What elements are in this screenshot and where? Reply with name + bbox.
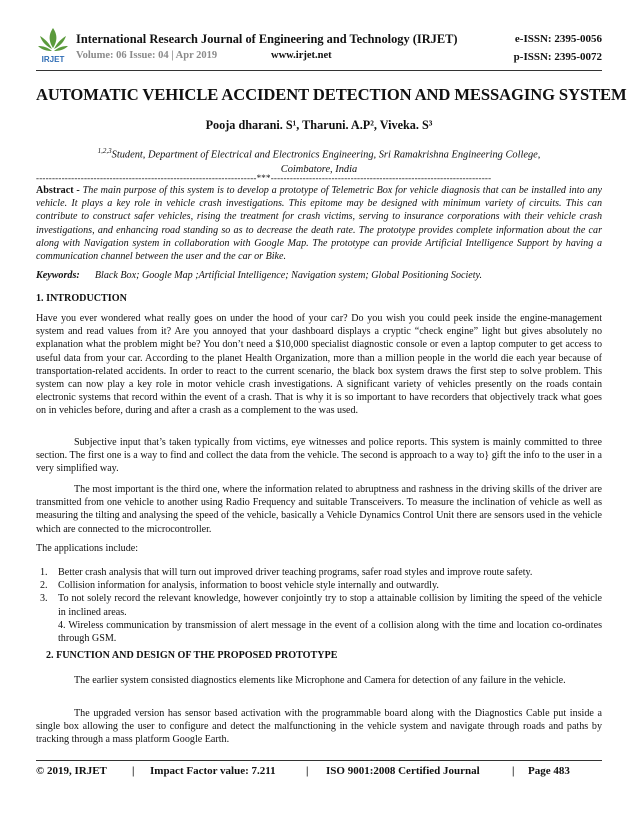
p-issn: p-ISSN: 2395-0072	[513, 51, 602, 63]
footer-separator: |	[512, 765, 515, 777]
intro-paragraph-4: The applications include:	[36, 543, 139, 554]
footer-divider	[36, 760, 602, 761]
footer-iso: ISO 9001:2008 Certified Journal	[326, 765, 480, 777]
paper-authors: Pooja dharani. S¹, Tharuni. A.P², Viveka. S³	[205, 118, 433, 132]
journal-title: International Research Journal of Engineering and Technology (IRJET)	[76, 32, 458, 46]
keywords-text: Black Box; Google Map ;Artificial Intelligence; Navigation system; Global Positioning Society.	[94, 270, 483, 281]
footer-separator: |	[132, 765, 135, 777]
keywords-label: Keywords:	[36, 270, 80, 281]
intro-paragraph-3: The most important is the third one, where the information related to abruptness and rashness in the driving skills of the driver are transmitted from one vehicle to another using Radio Frequency and suitable Transceivers. To measure the inclination of vehicle as well as measuring the tilting and analysing the speed of the vehicle, basically a Vehicle Dynamics Control Unit there are sensors used in the vehicle which are connected to the microcontroller.	[36, 484, 602, 535]
header-divider	[36, 70, 602, 71]
list-item-number: 2.	[40, 580, 48, 592]
logo-text: IRJET	[41, 55, 65, 64]
journal-url[interactable]: www.irjet.net	[271, 50, 332, 61]
applications-list	[36, 566, 602, 645]
affiliation-sup: 1,2,3	[97, 147, 112, 155]
intro-paragraph-1: Have you ever wondered what really goes on under the hood of your car? Do you wish you could peek inside the engine-management system and read values from it? Are you annoyed that your dashboard displays a cryptic “check engine” light but gives absolutely no explanation what the problem might be? You don’t need a $10,000 specialist diagnostic console or even a laptop computer to get access to useful data from your car. According to the planet Health Organization, more than a million people in the world die each year because of transportation-related accidents. In order to react to the current scenario, the black box system draws the first step to solve problem. This system can now play a key role in motor vehicle crash investigations. A significant variety of vehicles presently on the roads contain electronic systems that record within the event of a crash. That is why it is so important to have recorders that objectively track what goes on in vehicles before, during and after a crash as a complement to the was used.	[36, 313, 602, 417]
section-heading-function-design: 2. FUNCTION AND DESIGN OF THE PROPOSED PROTOTYPE	[46, 650, 338, 661]
footer-impact-factor: Impact Factor value: 7.211	[150, 765, 276, 777]
list-item	[36, 566, 602, 579]
e-issn: e-ISSN: 2395-0056	[514, 33, 602, 45]
list-item	[36, 579, 602, 592]
intro-paragraph-2: Subjective input that’s taken typically from victims, eye witnesses and police reports. This system is mainly committed to three section. The first one is a way to find and collect the data from the vehicle. The second is approach to a way to} gift the info to the user in a very simplified way.	[36, 437, 602, 475]
paper-title: AUTOMATIC VEHICLE ACCIDENT DETECTION AND MESSAGING SYSTEM	[36, 85, 627, 104]
separator-line: ---------------------------------------------------------------------***---------------------------------------------------------------------	[36, 173, 492, 183]
list-item-text: Better crash analysis that will turn out improved driver teaching programs, safer road styles and improve route safety.	[58, 567, 533, 578]
affiliation-line2: Coimbatore, India	[280, 164, 358, 176]
journal-header	[36, 26, 602, 66]
list-item-number: 3.	[40, 593, 48, 605]
footer-page-number: Page 483	[528, 765, 570, 777]
keywords	[36, 269, 602, 282]
section-heading-introduction: 1. INTRODUCTION	[36, 293, 127, 304]
list-item-number: 1.	[40, 567, 48, 578]
list-item-text: To not solely record the relevant knowledge, however conjointly try to stop a attainable collision by limiting the speed of the vehicle in inclined areas.	[58, 593, 602, 618]
footer-copyright: © 2019, IRJET	[36, 765, 107, 777]
function-paragraph-2: The upgraded version has sensor based activation with the programmable board along with the Diagnostics Cable put inside a single box allowing the user to configure and detect the malfunctioning in the vehicle system and navigate through roads and paths by tracking through a mass platform Google Earth.	[36, 708, 602, 746]
affiliation-line1: Student, Department of Electrical and Electronics Engineering, Sri Ramakrishna Engineering College,	[111, 149, 541, 161]
list-item: 4. Wireless communication by transmission of alert message in the event of a collision along with the time and location co-ordinates through GSM.	[58, 619, 602, 645]
list-item	[36, 592, 602, 618]
abstract-label: Abstract -	[36, 185, 80, 196]
irjet-logo	[36, 26, 70, 64]
function-paragraph-1: The earlier system consisted diagnostics elements like Microphone and Camera for detection of any failure in the vehicle.	[74, 675, 566, 686]
volume-issue: Volume: 06 Issue: 04 | Apr 2019	[76, 50, 218, 61]
abstract-text: The main purpose of this system is to develop a prototype of Telemetric Box for vehicle diagnosis that can be installed into any vehicle. It plays a key role in vehicle crash investigations. This epitome may be designed with minimum variety of circuits. This can contribute to construct safer vehicles, rising the treatment for crash victims, serving to insurance corporations with their vehicle crash investigations, and enhancing road standing so as to decrease the death rate. The prototype provides complete information about the car along with Navigation system in collaboration with Google Map. The prototype can provide Artificial Intelligence Support by having a communication channel between the user and the car or Bike.	[36, 185, 602, 263]
footer-separator: |	[306, 765, 309, 777]
list-item-text: Collision information for analysis, information to boost vehicle style internally and outwardly.	[58, 580, 439, 592]
abstract	[36, 184, 602, 263]
